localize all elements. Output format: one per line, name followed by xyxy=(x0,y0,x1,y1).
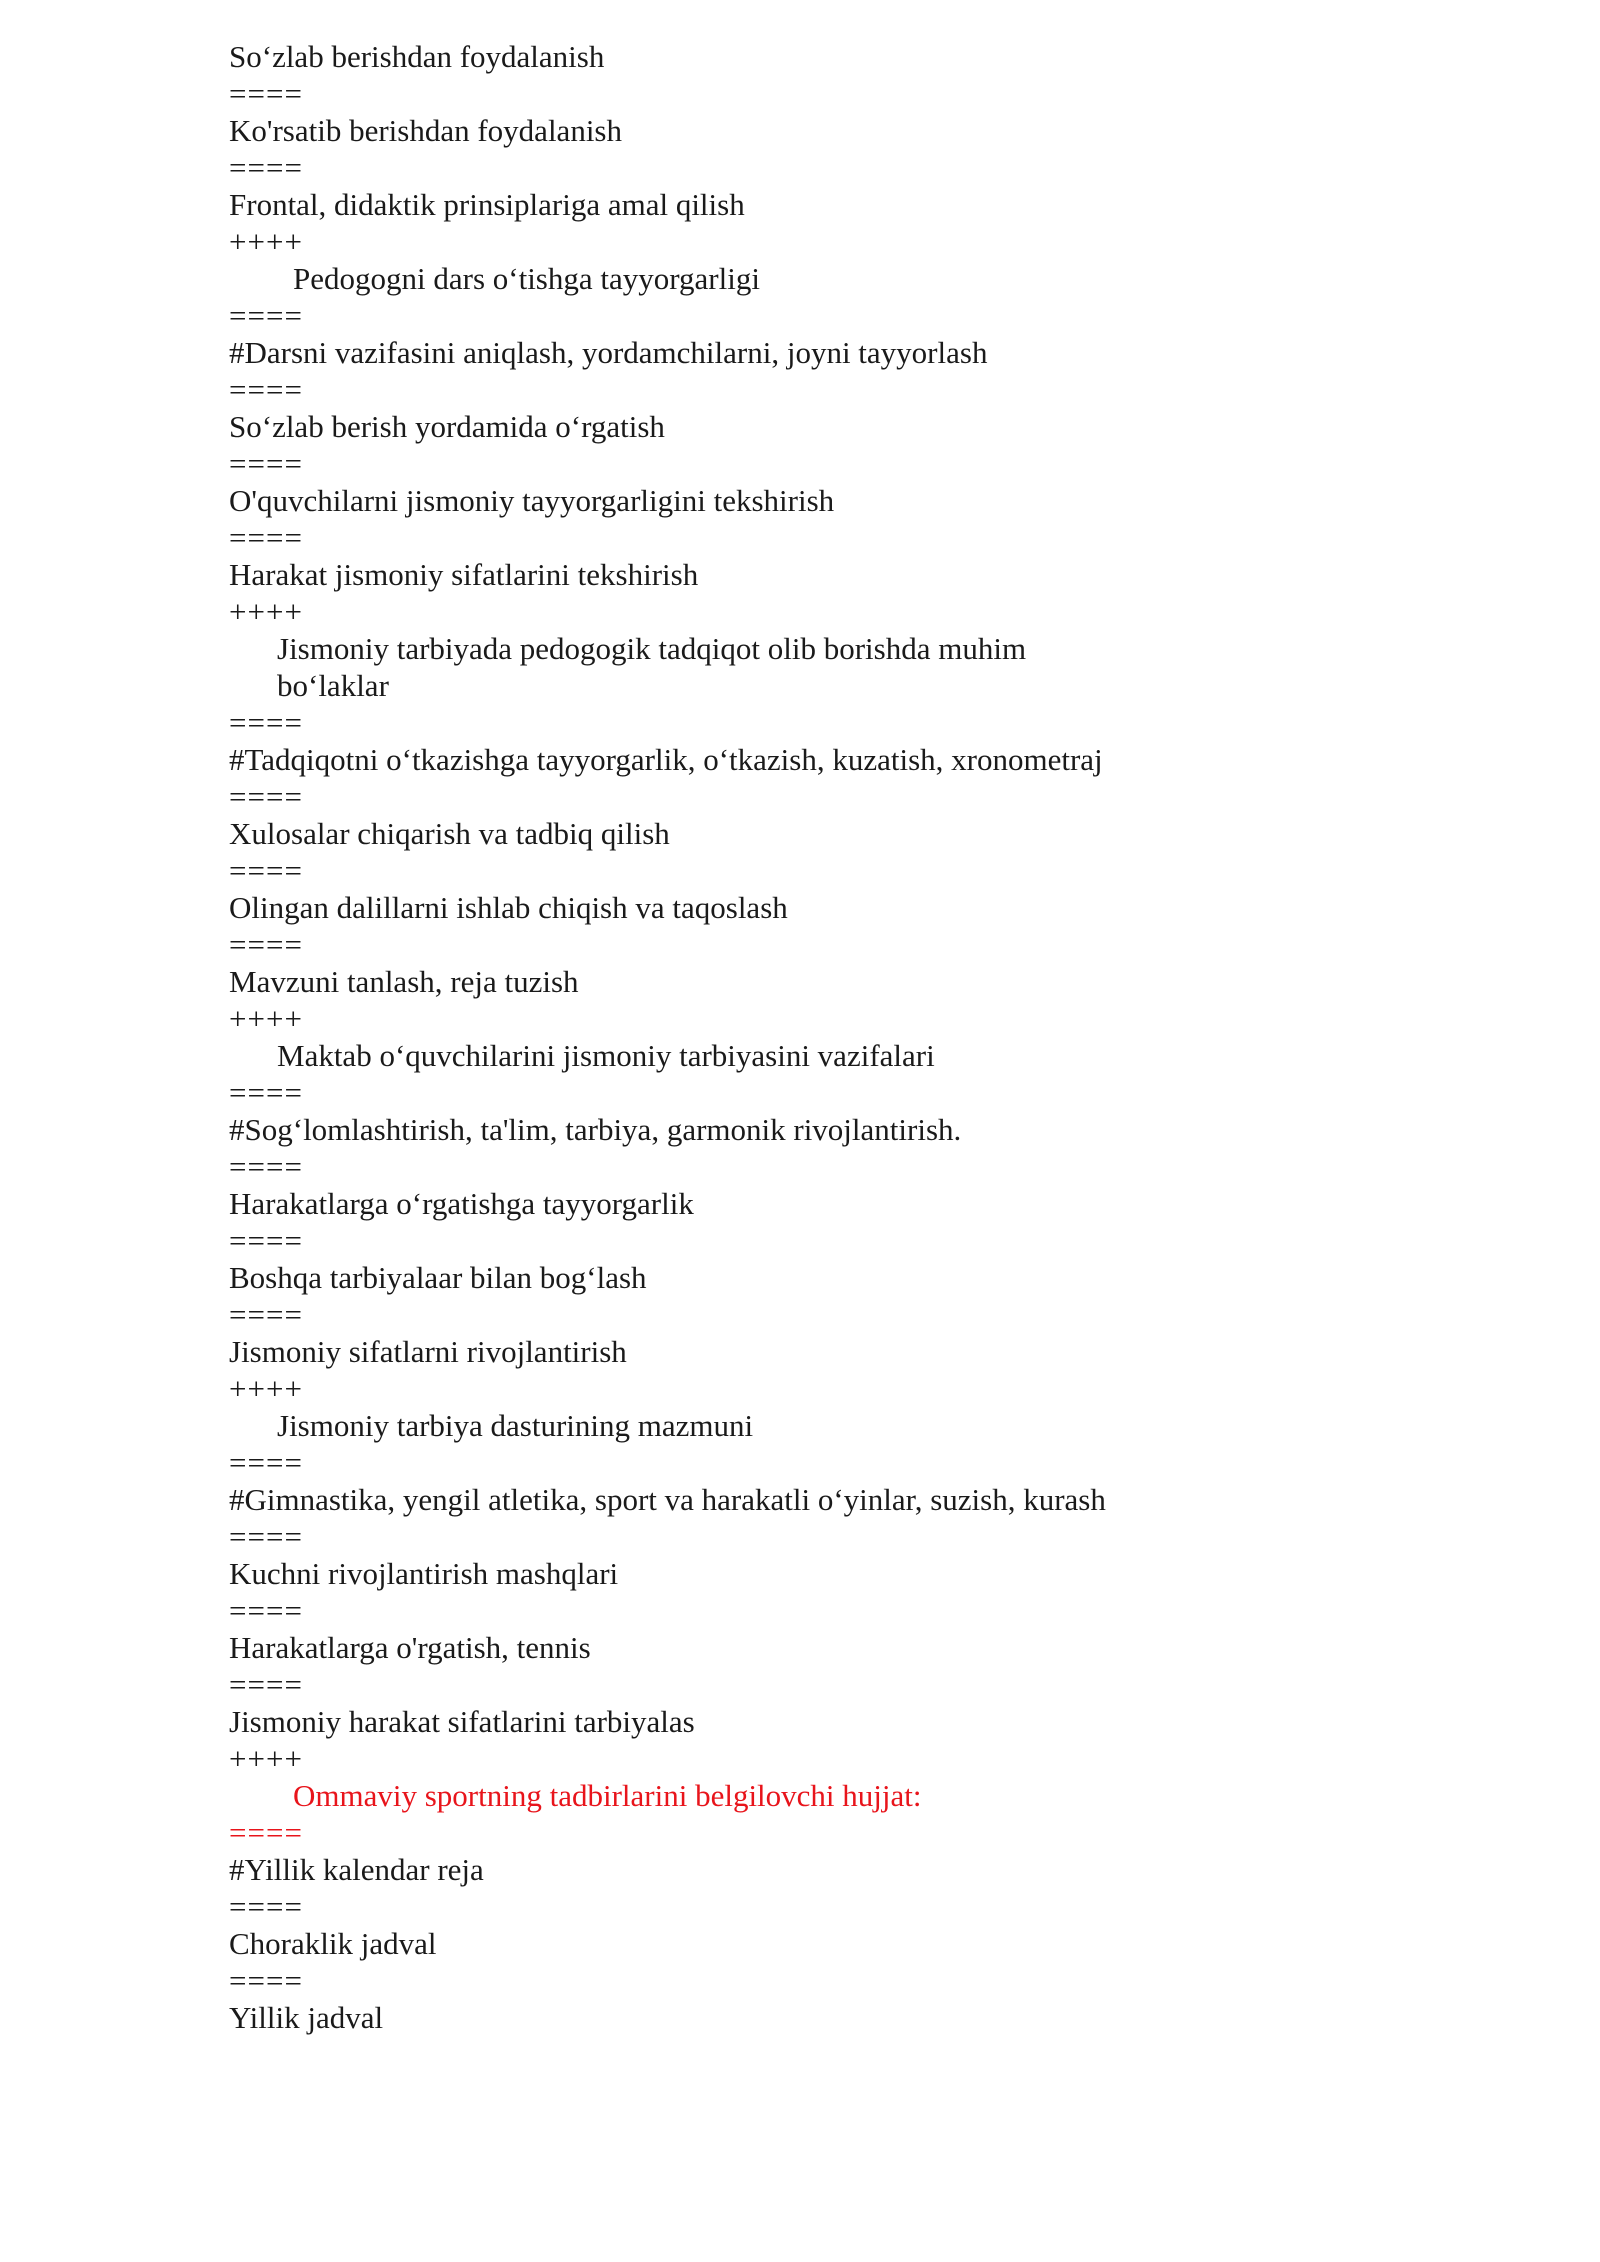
answer-separator: ==== xyxy=(229,1519,303,1554)
answer-separator: ==== xyxy=(229,76,303,111)
answer-separator: ==== xyxy=(229,1075,303,1110)
answer-separator: ==== xyxy=(229,1889,303,1924)
answer-text: Harakatlarga o'rgatish, tennis xyxy=(229,1630,591,1665)
answer-text: O'quvchilarni jismoniy tayyorgarligini tekshirish xyxy=(229,483,835,518)
answer-separator: ==== xyxy=(229,1149,303,1184)
question-text: Ommaviy sportning tadbirlarini belgilovchi hujjat: xyxy=(293,1778,922,1813)
answer-separator: ==== xyxy=(229,779,303,814)
answer-text: Boshqa tarbiyalaar bilan bog‘lash xyxy=(229,1260,647,1295)
answer-separator: ==== xyxy=(229,853,303,888)
answer-separator: ==== xyxy=(229,1445,303,1480)
answer-text: Kuchni rivojlantirish mashqlari xyxy=(229,1556,619,1591)
correct-answer-text: #Tadqiqotni o‘tkazishga tayyorgarlik, o‘tkazish, kuzatish, xronometraj xyxy=(229,742,1103,777)
question-separator: ++++ xyxy=(229,1741,303,1776)
question-separator: ++++ xyxy=(229,594,303,629)
question-separator: ++++ xyxy=(229,1001,303,1036)
question-text: Pedogogni dars o‘tishga tayyorgarligi xyxy=(293,261,760,296)
correct-answer-text: #Gimnastika, yengil atletika, sport va harakatli o‘yinlar, suzish, kurash xyxy=(229,1482,1106,1517)
answer-text: So‘zlab berishdan foydalanish xyxy=(229,39,605,74)
answer-text: So‘zlab berish yordamida o‘rgatish xyxy=(229,409,665,444)
answer-separator: ==== xyxy=(229,298,303,333)
correct-answer-text: #Darsni vazifasini aniqlash, yordamchilarni, joyni tayyorlash xyxy=(229,335,988,370)
answer-text: Jismoniy harakat sifatlarini tarbiyalas xyxy=(229,1704,695,1739)
correct-answer-text: #Yillik kalendar reja xyxy=(229,1852,484,1887)
question-text: Jismoniy tarbiyada pedogogik tadqiqot olib borishda muhim bo‘laklar xyxy=(277,631,1034,703)
answer-separator: ==== xyxy=(229,927,303,962)
answer-separator: ==== xyxy=(229,1593,303,1628)
question-separator: ++++ xyxy=(229,224,303,259)
answer-separator: ==== xyxy=(229,1815,303,1850)
answer-text: Jismoniy sifatlarni rivojlantirish xyxy=(229,1334,627,1369)
question-separator: ++++ xyxy=(229,1371,303,1406)
answer-separator: ==== xyxy=(229,150,303,185)
answer-text: Frontal, didaktik prinsiplariga amal qilish xyxy=(229,187,745,222)
question-text: Jismoniy tarbiya dasturining mazmuni xyxy=(277,1408,754,1443)
answer-separator: ==== xyxy=(229,1963,303,1998)
answer-separator: ==== xyxy=(229,372,303,407)
document-page xyxy=(229,38,1479,2036)
answer-separator: ==== xyxy=(229,1297,303,1332)
answer-separator: ==== xyxy=(229,705,303,740)
answer-text: Xulosalar chiqarish va tadbiq qilish xyxy=(229,816,670,851)
answer-text: Harakat jismoniy sifatlarini tekshirish xyxy=(229,557,699,592)
answer-separator: ==== xyxy=(229,1667,303,1702)
answer-text: Choraklik jadval xyxy=(229,1926,437,1961)
answer-text: Harakatlarga o‘rgatishga tayyorgarlik xyxy=(229,1186,694,1221)
answer-separator: ==== xyxy=(229,1223,303,1258)
question-text: Maktab o‘quvchilarini jismoniy tarbiyasini vazifalari xyxy=(277,1038,935,1073)
answer-separator: ==== xyxy=(229,520,303,555)
answer-text: Mavzuni tanlash, reja tuzish xyxy=(229,964,579,999)
answer-text: Olingan dalillarni ishlab chiqish va taqoslash xyxy=(229,890,788,925)
answer-text: Ko'rsatib berishdan foydalanish xyxy=(229,113,622,148)
answer-text: Yillik jadval xyxy=(229,2000,384,2035)
correct-answer-text: #Sog‘lomlashtirish, ta'lim, tarbiya, garmonik rivojlantirish. xyxy=(229,1112,962,1147)
answer-separator: ==== xyxy=(229,446,303,481)
